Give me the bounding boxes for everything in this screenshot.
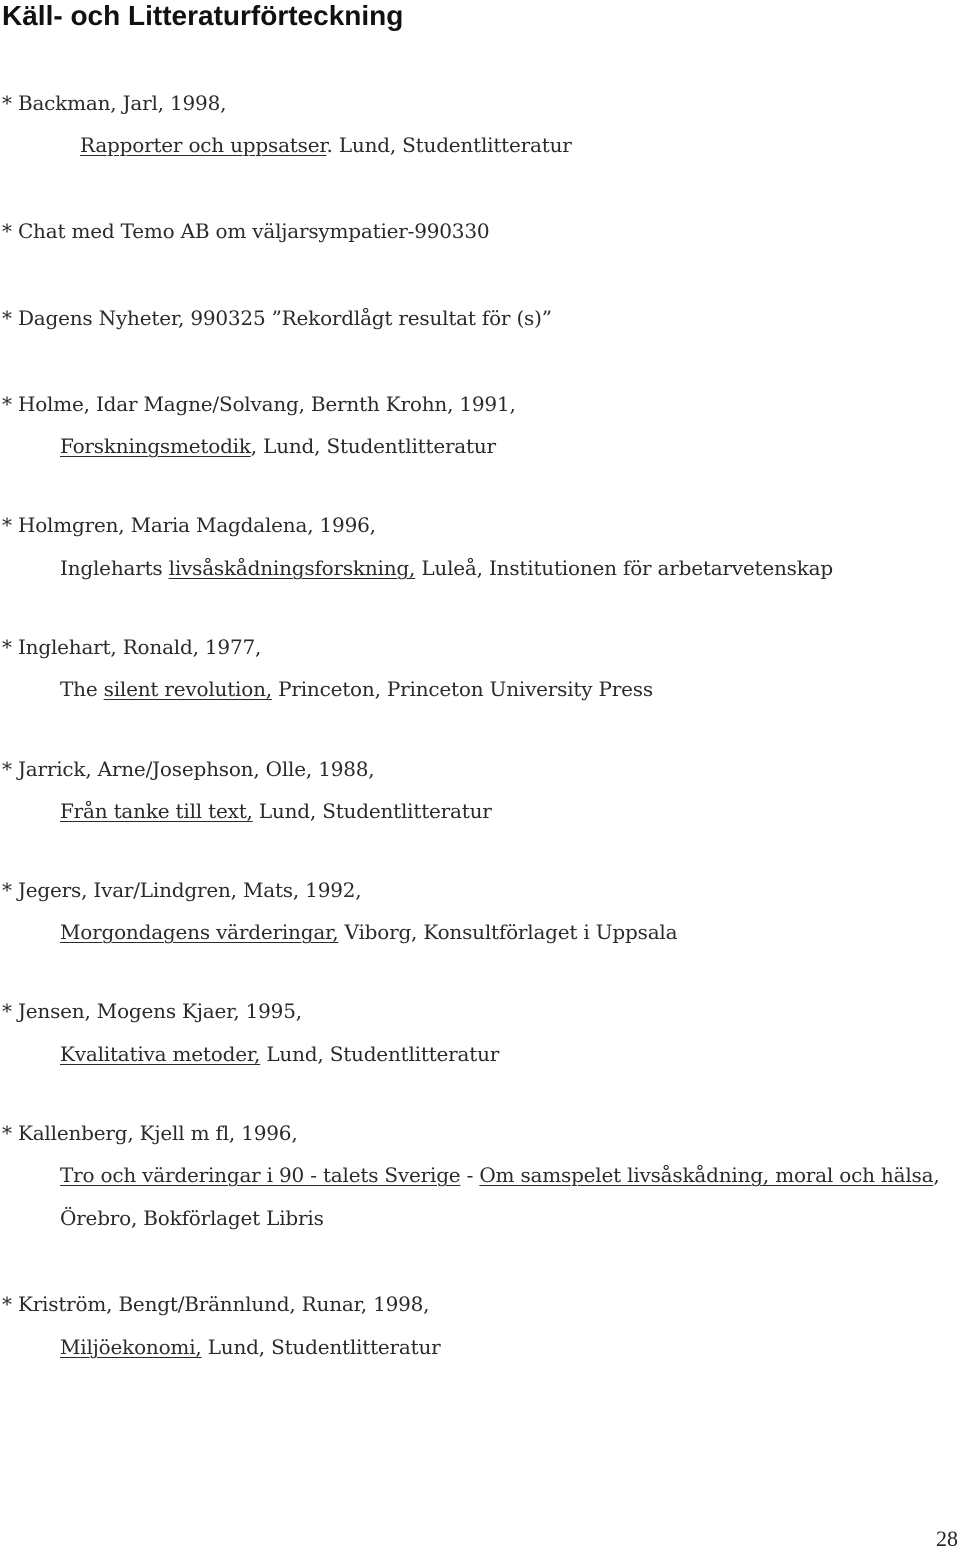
entry-author-line: * Chat med Temo AB om väljarsympatier-990330 [2,219,490,243]
work-title: Tro och värderingar i 90 - talets Sverige [60,1163,461,1187]
page-number: 28 [936,1526,958,1551]
entry-work-line [60,1335,441,1359]
entry-author-line: * Dagens Nyheter, 990325 ”Rekordlågt resultat för (s)” [2,306,552,330]
publication-details: , [933,1163,940,1187]
publication-details: Luleå, Institutionen för arbetarvetenskap [415,556,833,580]
entry-author-line: * Inglehart, Ronald, 1977, [2,635,262,659]
work-title: Från tanke till text, [60,799,253,823]
page-title: Käll- och Litteraturförteckning [2,0,404,31]
work-title: Miljöekonomi, [60,1335,202,1359]
entry-work-line [60,920,677,944]
work-title: Morgondagens värderingar, [60,920,339,944]
entry-work-line [80,133,572,157]
entry-author-line: * Holmgren, Maria Magdalena, 1996, [2,513,376,537]
entry-author-line: * Holme, Idar Magne/Solvang, Bernth Krohn, 1991, [2,392,516,416]
entry-work-line [60,677,653,701]
publication-details: Princeton, Princeton University Press [271,677,653,701]
entry-work-line [60,799,492,823]
entry-work-line [60,556,833,580]
work-title: livsåskådningsforskning, [168,556,416,580]
entry-author-line: * Backman, Jarl, 1998, [2,91,227,115]
work-prefix: Ingleharts [60,556,169,580]
publication-details: Viborg, Konsultförlaget i Uppsala [338,920,678,944]
publication-details: , Lund, Studentlitteratur [250,434,496,458]
publication-details: Lund, Studentlitteratur [201,1335,441,1359]
publication-details: Lund, Studentlitteratur [260,1042,500,1066]
title-separator: - [460,1163,480,1187]
entry-work-line [60,1163,939,1187]
entry-author-line: * Jegers, Ivar/Lindgren, Mats, 1992, [2,878,362,902]
work-title: Forskningsmetodik [60,434,251,458]
work-title: Rapporter och uppsatser [80,133,327,157]
entry-work-line [60,434,496,458]
work-title: silent revolution, [103,677,272,701]
entry-author-line: * Kriström, Bengt/Brännlund, Runar, 1998, [2,1292,430,1316]
entry-author-line: * Jarrick, Arne/Josephson, Olle, 1988, [2,757,375,781]
work-title: Kvalitativa metoder, [60,1042,261,1066]
entry-publisher-line: Örebro, Bokförlaget Libris [60,1206,324,1230]
work-prefix: The [60,677,104,701]
publication-details: Lund, Studentlitteratur [252,799,492,823]
entry-author-line: * Jensen, Mogens Kjaer, 1995, [2,999,302,1023]
entry-work-line [60,1042,499,1066]
work-subtitle: Om samspelet livsåskådning, moral och hälsa [479,1163,934,1187]
publication-details: . Lund, Studentlitteratur [326,133,572,157]
entry-author-line: * Kallenberg, Kjell m fl, 1996, [2,1121,298,1145]
